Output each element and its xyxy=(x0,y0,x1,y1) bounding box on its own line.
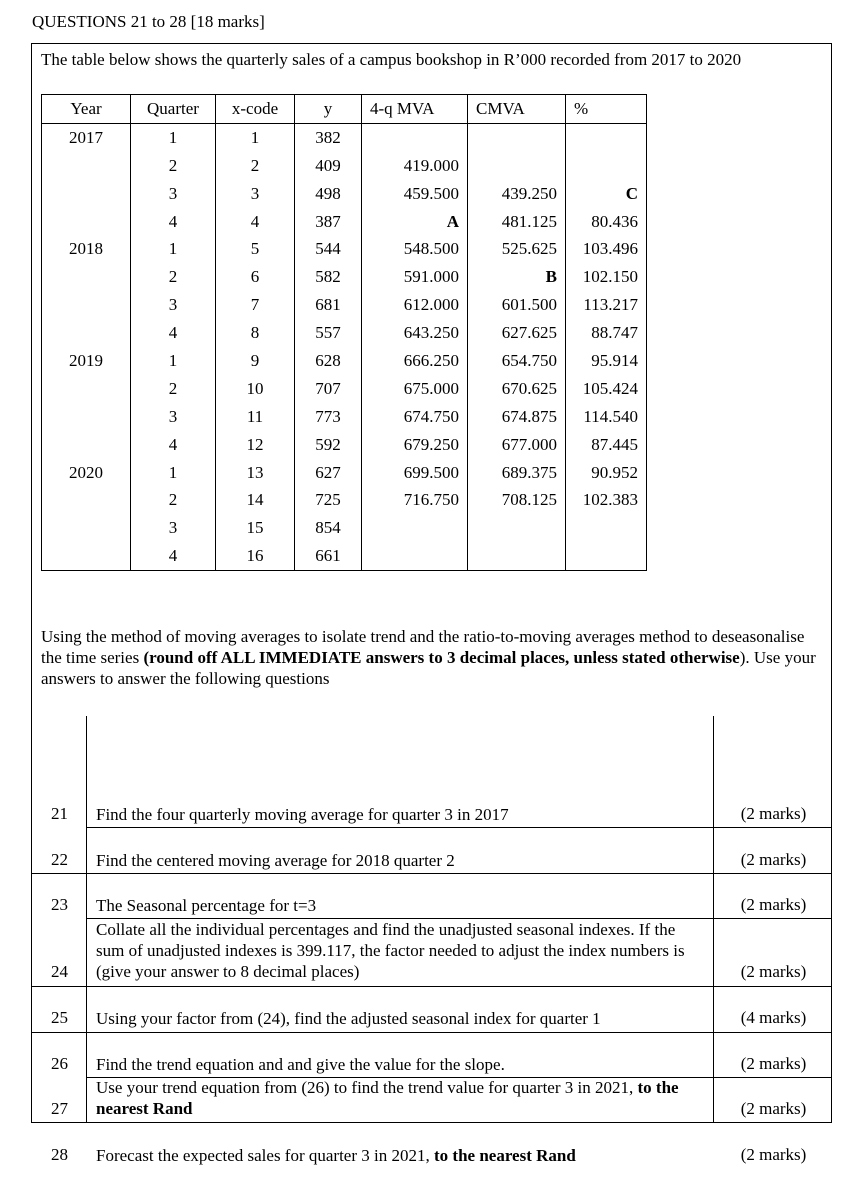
percent-cell: 103.496 xyxy=(566,235,647,263)
table-row xyxy=(42,375,647,403)
quarter-cell: 3 xyxy=(131,180,216,208)
cmva-cell: 627.625 xyxy=(468,319,566,347)
question-text xyxy=(96,1054,706,1075)
header-4q-mva: 4-q MVA xyxy=(362,95,468,124)
table-row xyxy=(42,486,647,514)
x-code-cell: 13 xyxy=(216,459,295,487)
table-row xyxy=(42,152,647,180)
y-cell: 387 xyxy=(295,208,362,236)
method-text-bold: (round off ALL IMMEDIATE answers to 3 decimal places, unless stated otherwise xyxy=(143,648,740,667)
cmva-cell xyxy=(468,152,566,180)
header-quarter: Quarter xyxy=(131,95,216,124)
x-code-cell: 6 xyxy=(216,263,295,291)
year-cell xyxy=(42,403,131,431)
table-row xyxy=(42,291,647,319)
y-cell: 382 xyxy=(295,123,362,151)
quarter-cell: 4 xyxy=(131,208,216,236)
question-text-plain: Collate all the individual percentages and find the unadjusted seasonal indexes. If the sum of unadjusted indexes is 399.117, the factor needed to adjust the index numbers is (give your answer to 8 decimal places) xyxy=(96,920,685,981)
x-code-cell: 12 xyxy=(216,431,295,459)
table-row xyxy=(42,347,647,375)
mva-cell: A xyxy=(362,208,468,236)
page-title: QUESTIONS 21 to 28 [18 marks] xyxy=(32,12,265,31)
year-cell xyxy=(42,319,131,347)
quarter-cell: 2 xyxy=(131,486,216,514)
mva-cell: 459.500 xyxy=(362,180,468,208)
x-code-cell: 4 xyxy=(216,208,295,236)
percent-cell xyxy=(566,542,647,570)
question-text-emphasis: to the nearest Rand xyxy=(434,1146,576,1165)
y-cell: 582 xyxy=(295,263,362,291)
row-divider xyxy=(32,873,831,874)
percent-cell: 114.540 xyxy=(566,403,647,431)
table-header-row xyxy=(42,95,647,124)
question-text xyxy=(96,895,706,916)
header-y: y xyxy=(295,95,362,124)
quarter-cell: 2 xyxy=(131,152,216,180)
quarter-cell: 3 xyxy=(131,514,216,542)
percent-cell: 88.747 xyxy=(566,319,647,347)
y-cell: 661 xyxy=(295,542,362,570)
question-number: 24 xyxy=(51,962,68,981)
question-marks: (2 marks) xyxy=(740,1145,807,1164)
year-cell xyxy=(42,180,131,208)
questions-grid xyxy=(32,716,831,1165)
quarter-cell: 1 xyxy=(131,235,216,263)
mva-cell: 674.750 xyxy=(362,403,468,431)
cmva-cell: 481.125 xyxy=(468,208,566,236)
mva-cell xyxy=(362,514,468,542)
y-cell: 544 xyxy=(295,235,362,263)
mva-cell: 591.000 xyxy=(362,263,468,291)
table-row xyxy=(42,542,647,570)
x-code-cell: 16 xyxy=(216,542,295,570)
table-row xyxy=(42,459,647,487)
mva-cell: 666.250 xyxy=(362,347,468,375)
cmva-cell: 674.875 xyxy=(468,403,566,431)
percent-cell: 102.383 xyxy=(566,486,647,514)
y-cell: 627 xyxy=(295,459,362,487)
year-cell xyxy=(42,486,131,514)
y-cell: 725 xyxy=(295,486,362,514)
year-cell xyxy=(42,542,131,570)
question-text-plain: Find the centered moving average for 2018 quarter 2 xyxy=(96,851,455,870)
mva-cell: 675.000 xyxy=(362,375,468,403)
x-code-cell: 15 xyxy=(216,514,295,542)
question-number: 25 xyxy=(51,1008,68,1027)
question-marks: (2 marks) xyxy=(740,1099,807,1118)
percent-cell: 113.217 xyxy=(566,291,647,319)
question-text-emphasis: to the nearest Rand xyxy=(96,1078,679,1118)
x-code-cell: 10 xyxy=(216,375,295,403)
question-marks: (2 marks) xyxy=(740,962,807,981)
row-divider xyxy=(32,986,831,987)
year-cell: 2018 xyxy=(42,235,131,263)
header-x-code: x-code xyxy=(216,95,295,124)
question-marks: (2 marks) xyxy=(740,1054,807,1073)
intro-text: The table below shows the quarterly sales of a campus bookshop in R’000 recorded from 2017 to 2020 xyxy=(41,50,742,69)
mva-cell xyxy=(362,123,468,151)
method-instructions xyxy=(41,626,826,689)
year-cell xyxy=(42,291,131,319)
cmva-cell xyxy=(468,542,566,570)
header-percent: % xyxy=(566,95,647,124)
x-code-cell: 11 xyxy=(216,403,295,431)
y-cell: 592 xyxy=(295,431,362,459)
x-code-cell: 7 xyxy=(216,291,295,319)
mva-cell: 548.500 xyxy=(362,235,468,263)
mva-cell: 699.500 xyxy=(362,459,468,487)
year-cell xyxy=(42,152,131,180)
cmva-cell: 525.625 xyxy=(468,235,566,263)
table-row xyxy=(42,514,647,542)
quarter-cell: 1 xyxy=(131,347,216,375)
mva-cell: 643.250 xyxy=(362,319,468,347)
cmva-cell: B xyxy=(468,263,566,291)
x-code-cell: 2 xyxy=(216,152,295,180)
quarter-cell: 3 xyxy=(131,291,216,319)
year-cell xyxy=(42,431,131,459)
percent-cell: 90.952 xyxy=(566,459,647,487)
mva-cell xyxy=(362,542,468,570)
table-row xyxy=(42,263,647,291)
x-code-cell: 1 xyxy=(216,123,295,151)
year-cell xyxy=(42,263,131,291)
method-text-1: Using the method of moving averages to isolate trend and the ratio-to-moving averages method to deseasonalise the time series xyxy=(41,627,805,667)
table-row xyxy=(42,319,647,347)
quarter-cell: 4 xyxy=(131,542,216,570)
year-cell xyxy=(42,375,131,403)
y-cell: 557 xyxy=(295,319,362,347)
year-cell: 2020 xyxy=(42,459,131,487)
table-row xyxy=(42,431,647,459)
year-cell: 2017 xyxy=(42,123,131,151)
method-text-2: ). Use your answers to answer the following questions xyxy=(41,648,816,688)
x-code-cell: 5 xyxy=(216,235,295,263)
question-marks: (2 marks) xyxy=(740,804,807,823)
question-text xyxy=(96,804,706,825)
y-cell: 628 xyxy=(295,347,362,375)
question-text xyxy=(96,850,706,871)
row-divider xyxy=(86,827,831,828)
quarter-cell: 4 xyxy=(131,431,216,459)
quarter-cell: 4 xyxy=(131,319,216,347)
question-text-plain: Find the four quarterly moving average for quarter 3 in 2017 xyxy=(96,805,509,824)
percent-cell xyxy=(566,514,647,542)
question-text-plain: The Seasonal percentage for t=3 xyxy=(96,896,317,915)
cmva-cell: 677.000 xyxy=(468,431,566,459)
cmva-cell xyxy=(468,123,566,151)
table-row xyxy=(42,235,647,263)
question-text-plain: Find the trend equation and and give the value for the slope. xyxy=(96,1055,505,1074)
mva-cell: 419.000 xyxy=(362,152,468,180)
year-cell xyxy=(42,208,131,236)
question-number: 28 xyxy=(51,1145,68,1164)
x-code-cell: 9 xyxy=(216,347,295,375)
y-cell: 681 xyxy=(295,291,362,319)
percent-cell: 80.436 xyxy=(566,208,647,236)
question-number: 23 xyxy=(51,895,68,914)
y-cell: 707 xyxy=(295,375,362,403)
y-cell: 498 xyxy=(295,180,362,208)
header-year: Year xyxy=(42,95,131,124)
mva-cell: 612.000 xyxy=(362,291,468,319)
percent-cell: 105.424 xyxy=(566,375,647,403)
question-marks: (2 marks) xyxy=(740,850,807,869)
question-text-plain: Use your trend equation from (26) to find the trend value for quarter 3 in 2021, xyxy=(96,1078,638,1097)
quarter-cell: 3 xyxy=(131,403,216,431)
quarter-cell: 1 xyxy=(131,123,216,151)
cmva-cell: 654.750 xyxy=(468,347,566,375)
x-code-cell: 8 xyxy=(216,319,295,347)
table-row xyxy=(42,180,647,208)
table-row xyxy=(42,403,647,431)
year-cell: 2019 xyxy=(42,347,131,375)
x-code-cell: 14 xyxy=(216,486,295,514)
question-text xyxy=(96,1008,706,1029)
column-divider xyxy=(713,716,714,1123)
cmva-cell: 708.125 xyxy=(468,486,566,514)
question-number: 22 xyxy=(51,850,68,869)
cmva-cell: 689.375 xyxy=(468,459,566,487)
percent-cell xyxy=(566,123,647,151)
table-row xyxy=(42,123,647,151)
x-code-cell: 3 xyxy=(216,180,295,208)
percent-cell: 102.150 xyxy=(566,263,647,291)
question-box xyxy=(31,43,832,1165)
percent-cell: 95.914 xyxy=(566,347,647,375)
question-text xyxy=(96,919,706,982)
question-text-plain: Forecast the expected sales for quarter 3 in 2021, xyxy=(96,1146,434,1165)
y-cell: 773 xyxy=(295,403,362,431)
year-cell xyxy=(42,514,131,542)
mva-cell: 716.750 xyxy=(362,486,468,514)
quarter-cell: 1 xyxy=(131,459,216,487)
sales-table xyxy=(41,94,647,571)
percent-cell: 87.445 xyxy=(566,431,647,459)
quarter-cell: 2 xyxy=(131,263,216,291)
y-cell: 854 xyxy=(295,514,362,542)
cmva-cell: 670.625 xyxy=(468,375,566,403)
question-number: 21 xyxy=(51,804,68,823)
percent-cell: C xyxy=(566,180,647,208)
question-number: 26 xyxy=(51,1054,68,1073)
question-marks: (2 marks) xyxy=(740,895,807,914)
row-divider xyxy=(32,1032,831,1033)
table-row xyxy=(42,208,647,236)
quarter-cell: 2 xyxy=(131,375,216,403)
cmva-cell: 601.500 xyxy=(468,291,566,319)
header-cmva: CMVA xyxy=(468,95,566,124)
question-text xyxy=(96,1145,706,1166)
question-number: 27 xyxy=(51,1099,68,1118)
cmva-cell xyxy=(468,514,566,542)
percent-cell xyxy=(566,152,647,180)
mva-cell: 679.250 xyxy=(362,431,468,459)
y-cell: 409 xyxy=(295,152,362,180)
question-text-plain: Using your factor from (24), find the adjusted seasonal index for quarter 1 xyxy=(96,1009,601,1028)
question-marks: (4 marks) xyxy=(740,1008,807,1027)
question-text xyxy=(96,1077,706,1119)
cmva-cell: 439.250 xyxy=(468,180,566,208)
